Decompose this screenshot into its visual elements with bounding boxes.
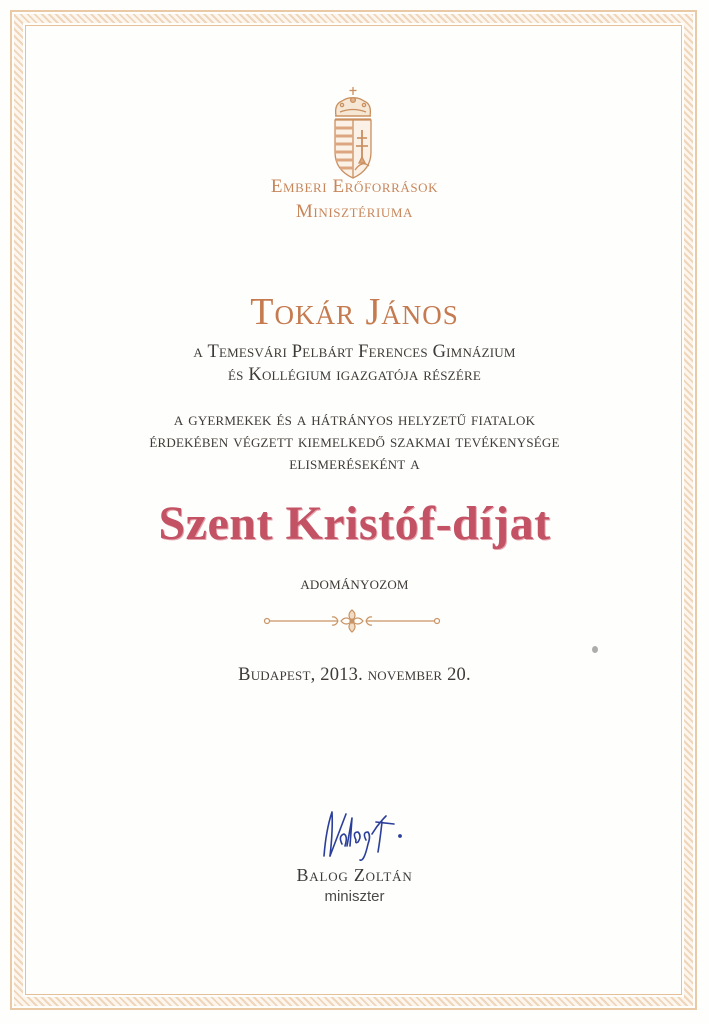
citation-line2: érdekében végzett kiemelkedő szakmai tevékenysége: [149, 432, 560, 452]
signature-icon: [316, 800, 408, 866]
award-title: Szent Kristóf-díjat: [158, 497, 551, 550]
ministry-name-line2: Minisztériuma: [295, 201, 414, 222]
place-and-date: Budapest, 2013. november 20.: [238, 665, 471, 685]
signatory-name: Balog Zoltán: [296, 865, 413, 885]
award-verb: adományozom: [300, 574, 409, 594]
signatory-role: miniszter: [324, 888, 385, 905]
citation-line1: a gyermekek és a hátrányos helyzetű fiatalok: [173, 410, 536, 430]
citation-line3: elismeréseként a: [289, 454, 420, 474]
ornament-divider-icon: [262, 607, 442, 635]
recipient-name: Tokár János: [250, 291, 459, 333]
ministry-name-line1: Emberi Erőforrások: [270, 176, 439, 197]
recipient-institution-line2: és Kollégium igazgatója részére: [228, 365, 481, 385]
scan-speck: [592, 646, 598, 653]
recipient-institution-line1: a Temesvári Pelbárt Ferences Gimnázium: [193, 342, 516, 362]
hungarian-coat-of-arms-icon: [330, 86, 376, 180]
